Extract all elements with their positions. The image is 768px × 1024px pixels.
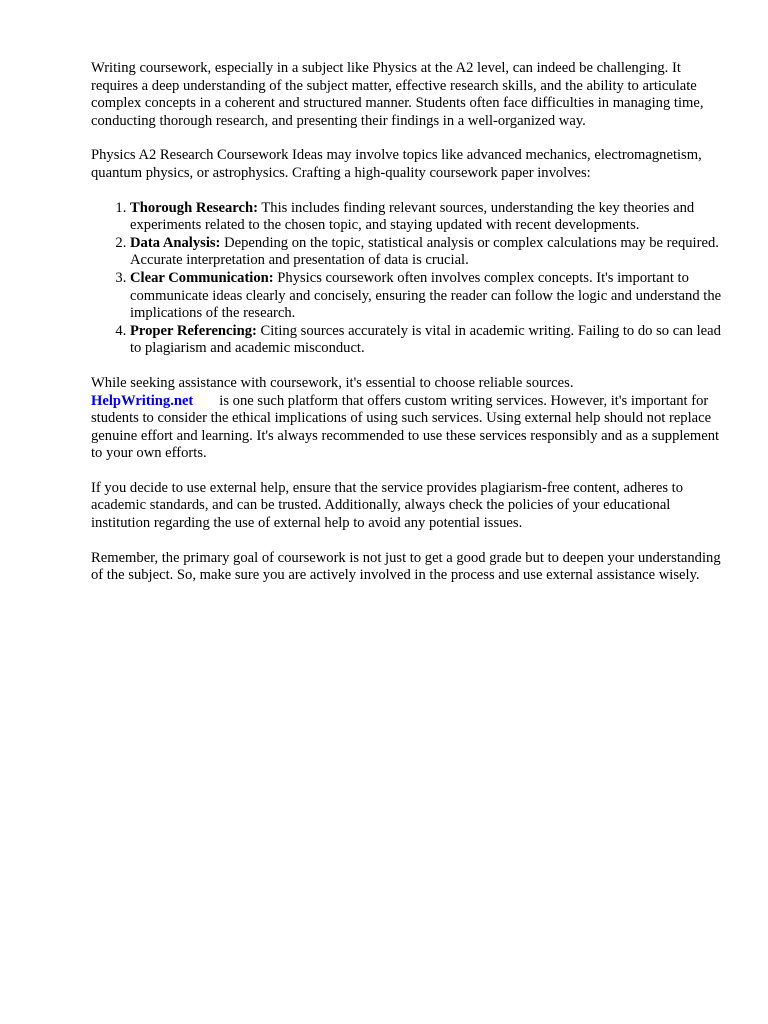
list-item-term: Data Analysis:: [130, 234, 221, 251]
external-help-paragraph: If you decide to use external help, ensure that the service provides plagiarism-free content, adheres to academic standards, and can be trusted. Additionally, always check the policies of your educational institution regarding the use of external help to avoid any potential issues.: [91, 479, 684, 532]
list-item-text: Depending on the topic, statistical analysis or complex calculations may be required. Accurate interpretation and presentation of data is crucial.: [130, 234, 719, 269]
assistance-paragraph: [91, 375, 731, 463]
list-item-text: Physics coursework often involves complex concepts. It's important to communicate ideas clearly and concisely, ensuring the reader can follow the logic and understand the implications of the research.: [130, 269, 722, 322]
list-item-term: Thorough Research:: [130, 199, 258, 216]
conclusion-paragraph: Remember, the primary goal of coursework is not just to get a good grade but to deepen your understanding of the subject. So, make sure you are actively involved in the process and use external assistance wisely.: [91, 549, 721, 584]
topics-paragraph: Physics A2 Research Coursework Ideas may involve topics like advanced mechanics, electromagnetism, quantum physics, or astrophysics. Crafting a high-quality coursework paper involves:: [91, 147, 702, 181]
assistance-text-after: is one such platform that offers custom writing services. However, it's important for students to consider the ethical implications of using such services. Using external help should not replace genuine effort and learning. It's always recommended to use these services responsibly and as a supplement to your own efforts.: [91, 392, 720, 462]
assistance-text-before: While seeking assistance with coursework, it's essential to choose reliable sources.: [91, 374, 574, 391]
requirements-list: [91, 200, 731, 358]
list-item-term: Proper Referencing:: [130, 322, 257, 339]
helpwriting-link[interactable]: HelpWriting.net: [91, 392, 194, 409]
list-item-text: Citing sources accurately is vital in academic writing. Failing to do so can lead to plagiarism and academic misconduct.: [130, 322, 721, 357]
list-item-term: Clear Communication:: [130, 269, 274, 286]
document-body: [91, 60, 731, 602]
list-item: [130, 200, 731, 235]
list-item: [130, 235, 731, 270]
list-item-text: This includes finding relevant sources, understanding the key theories and experiments related to the chosen topic, and staying updated with recent developments.: [130, 199, 695, 234]
list-item: [130, 323, 731, 358]
list-item: [130, 270, 731, 323]
intro-paragraph: Writing coursework, especially in a subject like Physics at the A2 level, can indeed be challenging. It requires a deep understanding of the subject matter, effective research skills, and the ability to articulate complex concepts in a coherent and structured manner. Students often face difficulties in managing time, conducting thorough research, and presenting their findings in a well-organized way.: [91, 60, 704, 129]
